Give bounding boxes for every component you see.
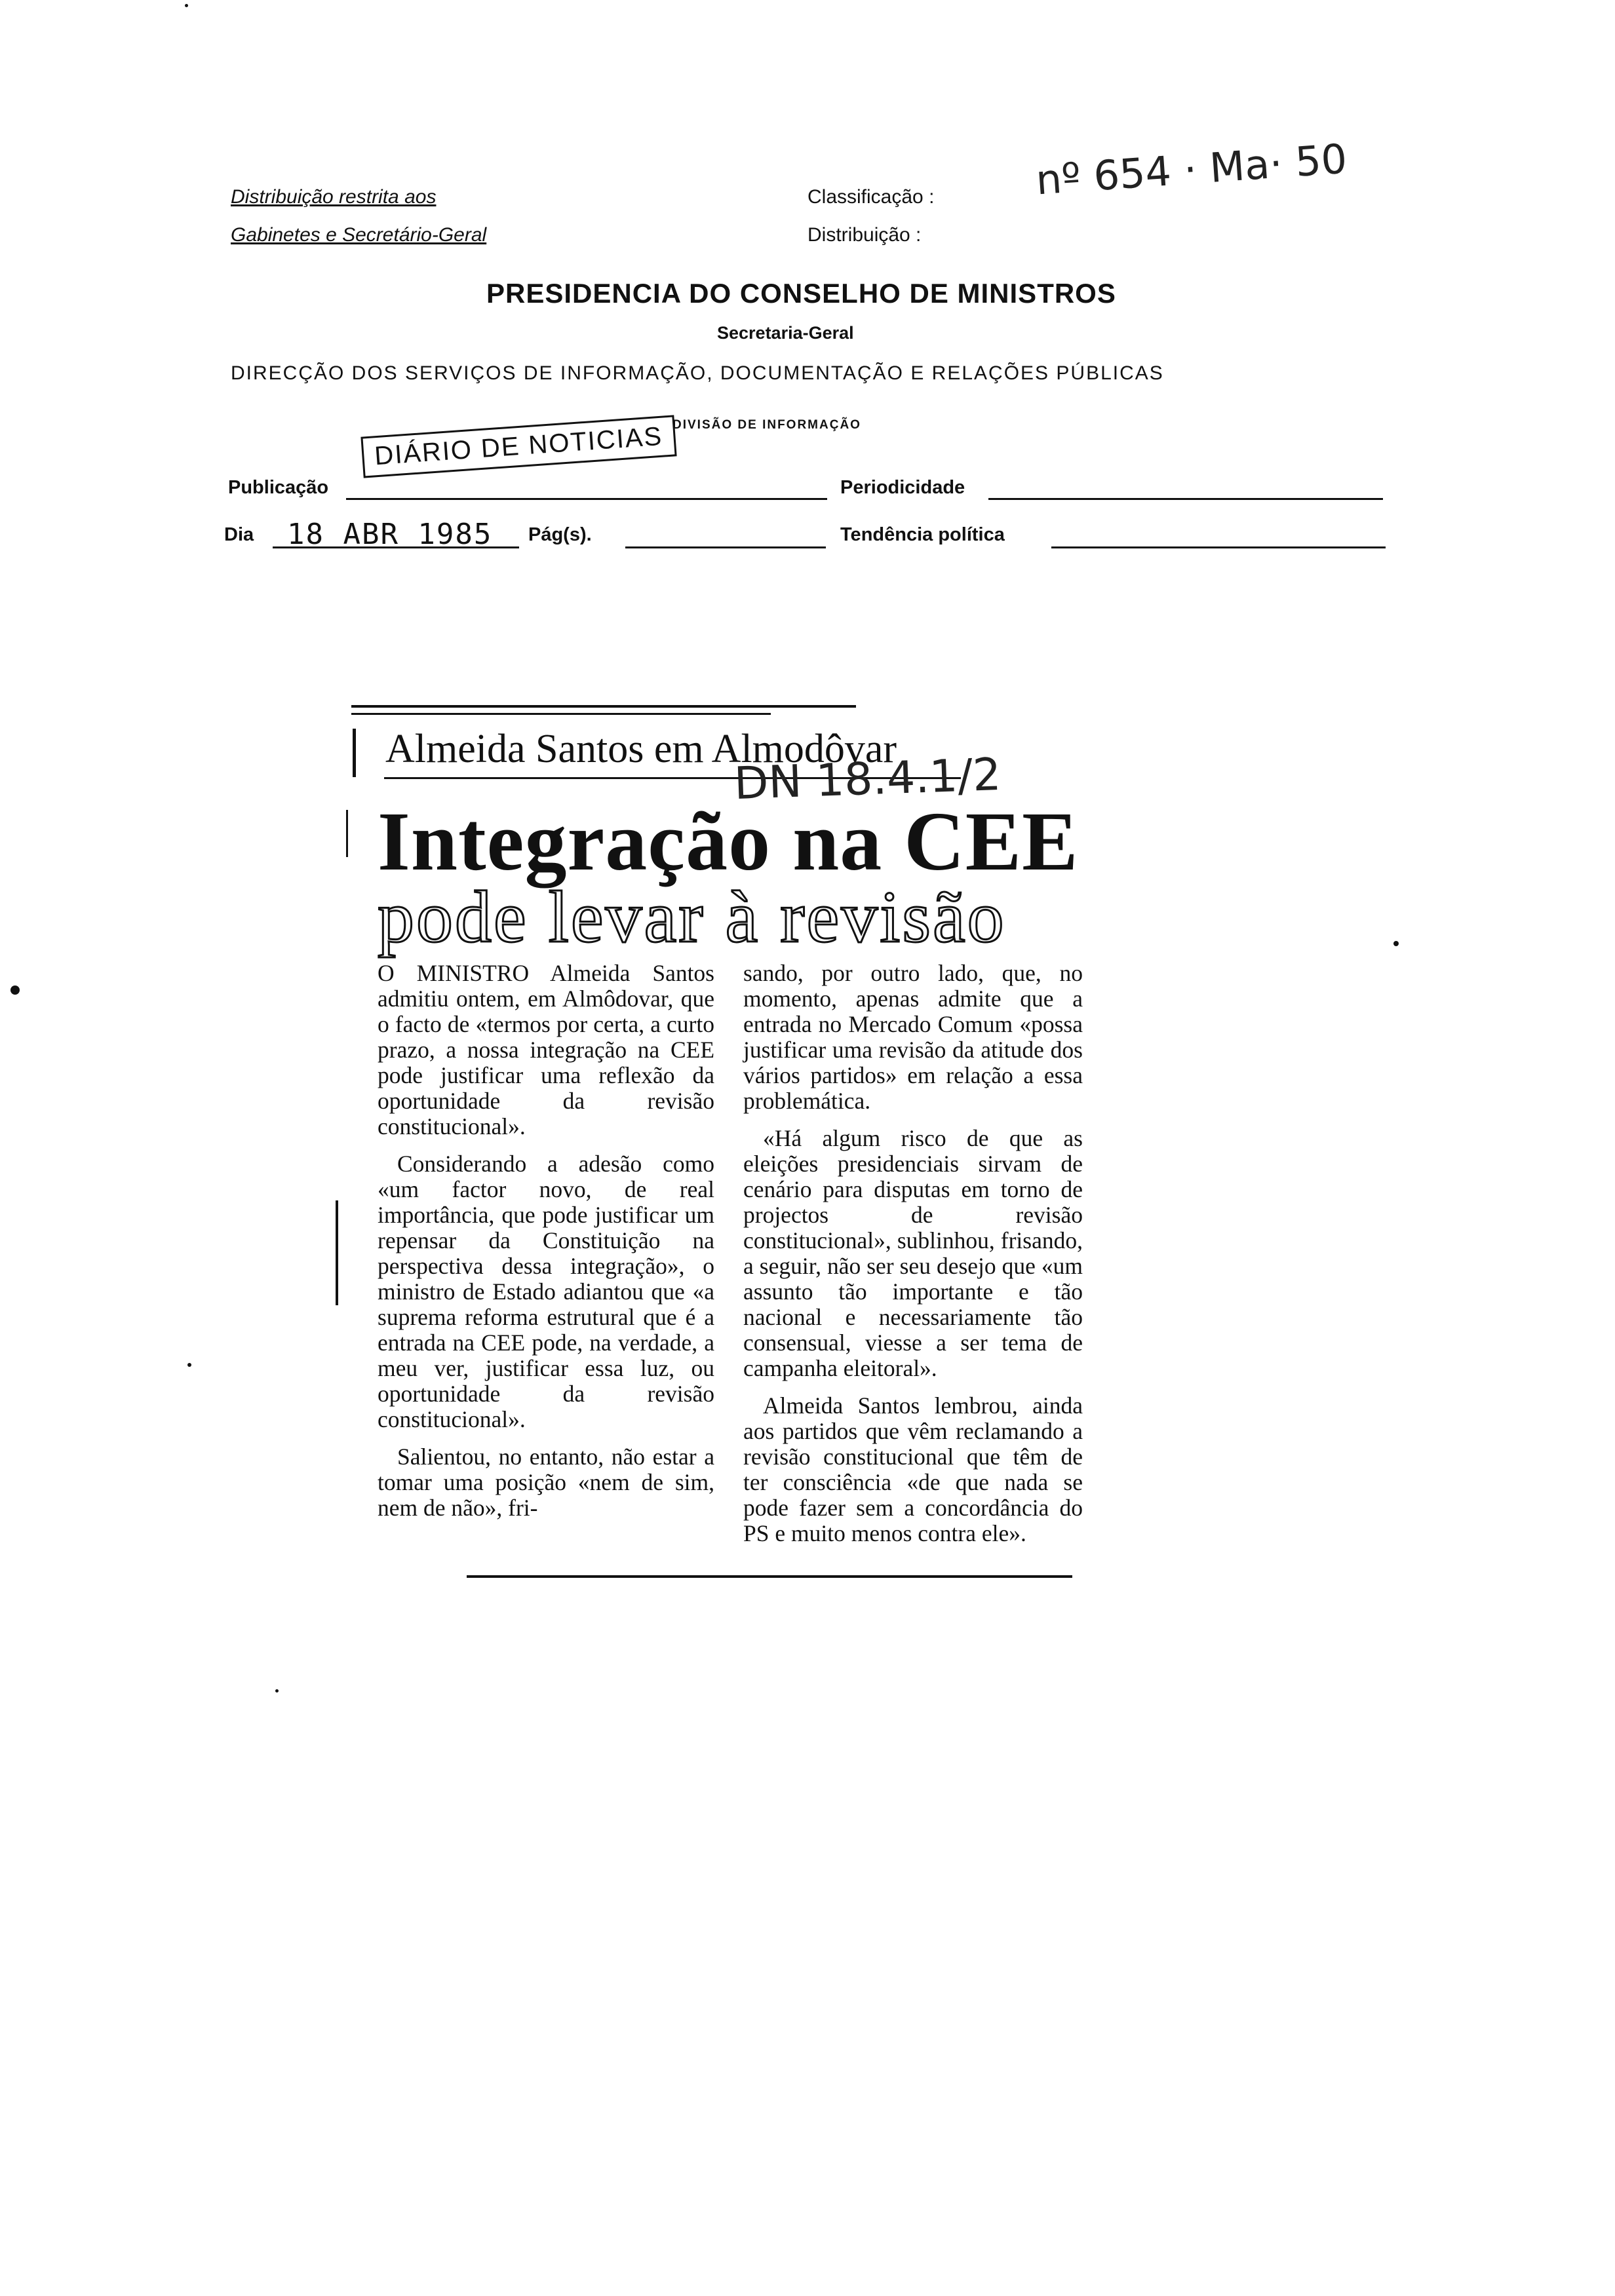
- column1-paragraph: Salientou, no entanto, não estar a tomar uma posição «nem de sim, nem de não», fri-: [378, 1444, 714, 1521]
- distribution-restricted-line2: Gabinetes e Secretário-Geral: [231, 224, 487, 246]
- column2-paragraph: Almeida Santos lembrou, ainda aos partidos que vêm reclamando a revisão constitucional que têm de ter consciência «de que nada se pode fazer sem a concordância do PS e muito menos contra ele».: [743, 1392, 1083, 1546]
- article-column-1: [378, 961, 714, 1521]
- headline-line2: pode levar à revisão: [378, 877, 1006, 958]
- political-tendency-line: [1051, 546, 1386, 548]
- clipping-left-edge: [353, 729, 356, 777]
- clipping-top-rule-thin: [351, 713, 771, 715]
- division-title: DIVISÃO DE INFORMAÇÃO: [672, 418, 861, 432]
- scan-speck: [1393, 941, 1399, 946]
- handwritten-note: nº 654 · Ma· 50: [1034, 134, 1349, 204]
- column1-paragraph: Considerando a adesão como «um factor novo, de real importância, que pode justificar um repensar da Constituição na perspectiva dessa integração», o ministro de Estado adiantou que «a suprema reforma estrutural que é a entrada na CEE pode, na verdade, a meu ver, justificar essa luz, ou oportunidade da revisão constitucional».: [378, 1151, 714, 1432]
- directorate-title: DIRECÇÃO DOS SERVIÇOS DE INFORMAÇÃO, DOCUMENTAÇÃO E RELAÇÕES PÚBLICAS: [231, 362, 1164, 384]
- clipping-left-mark: [336, 1200, 338, 1305]
- article-column-2: [743, 961, 1083, 1546]
- column2-paragraph: sando, por outro lado, que, no momento, apenas admite que a entrada no Mercado Comum «possa justificar uma revisão da atitude dos vários partidos» em relação a essa problemática.: [743, 960, 1083, 1114]
- scan-speck: [185, 4, 188, 7]
- clipping-bottom-rule: [467, 1575, 1072, 1578]
- day-value: 18 ABR 1985: [287, 518, 493, 551]
- clipping-left-edge-2: [346, 810, 348, 857]
- organization-title: PRESIDENCIA DO CONSELHO DE MINISTROS: [486, 278, 1116, 309]
- secretariat-title: Secretaria-Geral: [717, 323, 854, 343]
- scan-speck: [275, 1689, 279, 1693]
- periodicity-label: Periodicidade: [840, 477, 965, 498]
- scan-speck: [10, 985, 20, 995]
- column1-paragraph: O MINISTRO Almeida Santos admitiu ontem, em Almôdovar, que o facto de «termos por certa, a curto prazo, a nossa integração na CEE pode justificar uma reflexão da oportunidade da revisão constitucional».: [378, 960, 714, 1139]
- publication-line: [346, 498, 827, 500]
- day-line: [273, 546, 519, 548]
- clipping-top-rule: [351, 705, 856, 708]
- scan-speck: [187, 1363, 191, 1367]
- classification-label: Classificação :: [808, 186, 935, 208]
- article-kicker: Almeida Santos em Almodôvar: [385, 727, 897, 771]
- column2-paragraph: «Há algum risco de que as eleições presidenciais sirvam de cenário para disputas em torno de projectos de revisão constitucional», sublinhou, frisando, a seguir, não ser seu desejo que «um assunto tão importante e tão nacional e necessariamente tão consensual, viesse a ser tema de campanha eleitoral».: [743, 1125, 1083, 1381]
- publication-label: Publicação: [228, 477, 329, 498]
- distribution-restricted-line1: Distribuição restrita aos: [231, 186, 437, 208]
- headline-line1: Integração na CEE: [378, 795, 1079, 888]
- publication-stamp: DIÁRIO DE NOTICIAS: [360, 415, 676, 478]
- handwritten-code: DN 18.4.1/2: [733, 748, 1002, 811]
- pages-line: [625, 546, 826, 548]
- distribution-label: Distribuição :: [808, 224, 922, 246]
- pages-label: Pág(s).: [528, 524, 592, 545]
- periodicity-line: [988, 498, 1383, 500]
- day-label: Dia: [224, 524, 254, 545]
- political-tendency-label: Tendência política: [840, 524, 1005, 545]
